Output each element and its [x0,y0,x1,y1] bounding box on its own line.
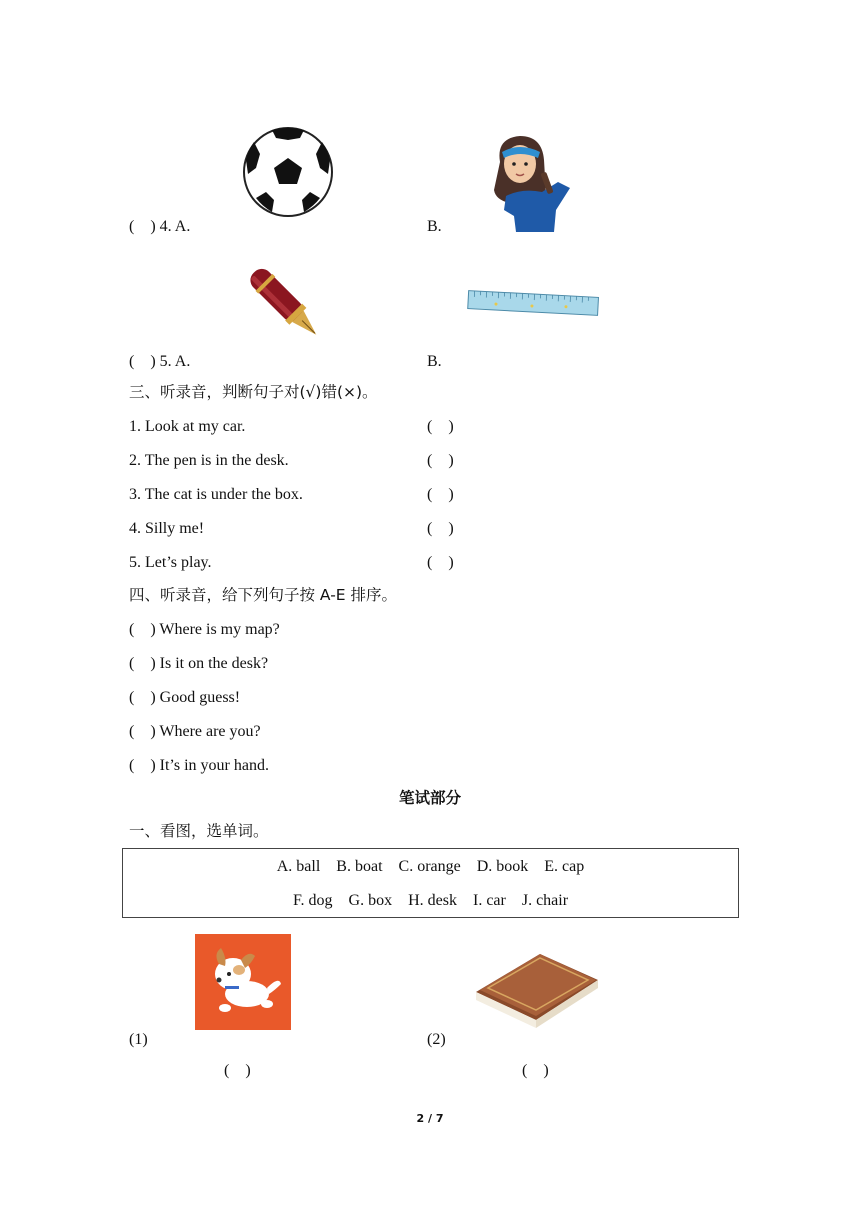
girl-brushing-hair-image [486,132,574,234]
s4-item-5: ( ) It’s in your hand. [129,757,269,774]
section3-title: 三、听录音，判断句子对(√)错(×)。 [129,383,378,401]
s4-item-2: ( ) Is it on the desk? [129,655,269,672]
s4-item-1: ( ) Where is my map? [129,621,280,638]
pic2-answer-blank[interactable]: ( ) [522,1062,549,1079]
s3-item-5: 5. Let’s play. [129,554,212,571]
word-bank-box [122,848,739,918]
s3-blank-4[interactable]: ( ) [427,520,454,537]
written-section1-title: 一、看图，选单词。 [129,822,269,840]
s3-item-3: 3. The cat is under the box. [129,486,303,503]
s3-item-2: 2. The pen is in the desk. [129,452,289,469]
page-number: 2 / 7 [416,1112,444,1125]
s3-item-4: 4. Silly me! [129,520,205,537]
q4-label: ( ) 4. A. [129,218,191,235]
pic2-label: (2) [427,1031,446,1048]
word-bank-row-1: A. ball B. boat C. orange D. book E. cap [276,858,585,875]
q5-label: ( ) 5. A. [129,353,191,370]
s3-blank-2[interactable]: ( ) [427,452,454,469]
fountain-pen-image [246,264,330,346]
q5-option-b: B. [427,353,442,370]
pic1-label: (1) [129,1031,148,1048]
ruler-image [466,290,600,320]
pic1-answer-blank[interactable]: ( ) [224,1062,251,1079]
q4-option-b: B. [427,218,442,235]
s3-item-1: 1. Look at my car. [129,418,246,435]
s3-blank-1[interactable]: ( ) [427,418,454,435]
word-bank-row-2: F. dog G. box H. desk I. car J. chair [292,892,569,909]
s3-blank-5[interactable]: ( ) [427,554,454,571]
written-heading: 笔试部分 [398,789,461,807]
dog-image [195,934,291,1030]
section4-title: 四、听录音，给下列句子按 A-E 排序。 [129,586,398,604]
soccer-ball-image [242,126,334,218]
s4-item-3: ( ) Good guess! [129,689,241,706]
s3-blank-3[interactable]: ( ) [427,486,454,503]
book-image [470,940,604,1028]
s4-item-4: ( ) Where are you? [129,723,261,740]
